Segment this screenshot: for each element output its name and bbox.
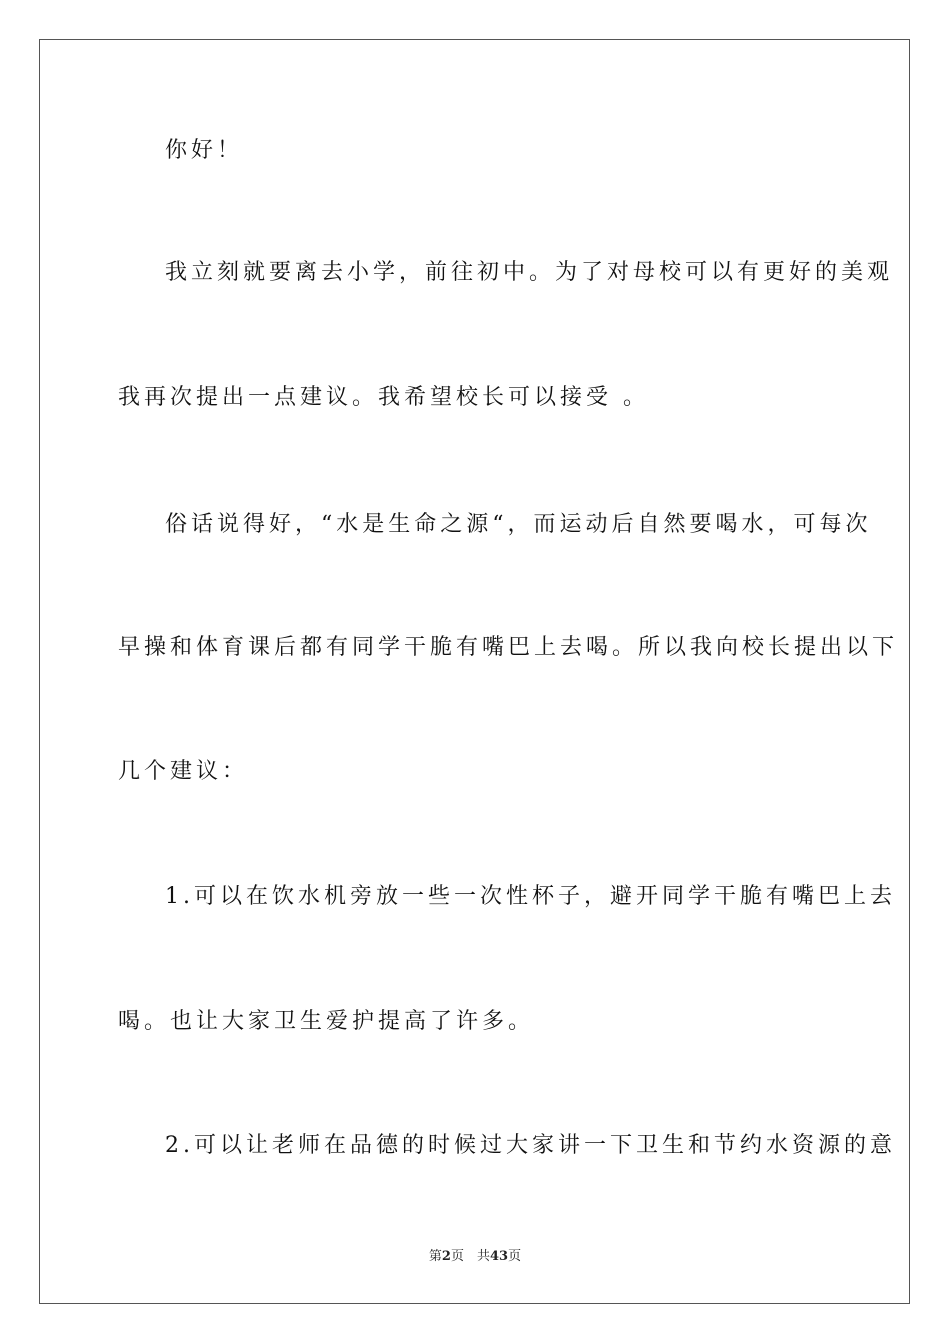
paragraph-line: 早操和体育课后都有同学干脆有嘴巴上去喝。所以我向校长提出以下	[118, 635, 899, 660]
list-item-line: 1.可以在饮水机旁放一些一次性杯子，避开同学干脆有嘴巴上去	[165, 884, 896, 909]
page-footer	[0, 1248, 950, 1266]
paragraph-line: 我立刻就要离去小学，前往初中。为了对母校可以有更好的美观	[165, 260, 894, 285]
greeting-line: 你好！	[165, 138, 244, 163]
page-border	[39, 39, 910, 1304]
page-mid: 页 共	[450, 1249, 490, 1264]
paragraph-line: 俗话说得好，“水是生命之源“，而运动后自然要喝水，可每次	[165, 512, 872, 537]
list-item-line: 喝。也让大家卫生爱护提高了许多。	[118, 1009, 535, 1034]
page-suffix: 页	[508, 1249, 522, 1264]
total-page-count: 43	[489, 1249, 509, 1264]
page-prefix: 第	[428, 1249, 442, 1264]
list-item-line: 2.可以让老师在品德的时候过大家讲一下卫生和节约水资源的意	[165, 1133, 896, 1158]
paragraph-line: 我再次提出一点建议。我希望校长可以接受 。	[118, 385, 649, 410]
paragraph-line: 几个建议：	[118, 759, 249, 784]
current-page-number: 2	[441, 1249, 451, 1264]
